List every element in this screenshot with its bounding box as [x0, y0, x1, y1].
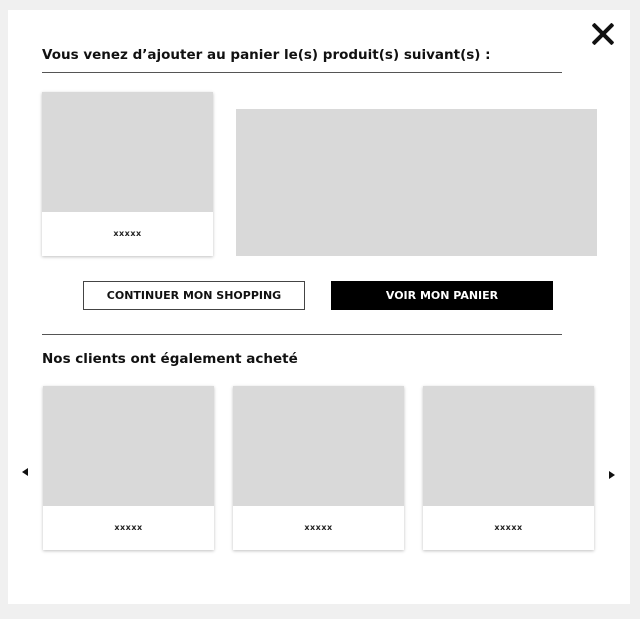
- product-image: [42, 92, 213, 212]
- recommendation-card[interactable]: [423, 386, 594, 550]
- divider: [42, 72, 562, 73]
- recommendation-card[interactable]: [43, 386, 214, 550]
- view-cart-button[interactable]: VOIR MON PANIER: [331, 281, 553, 310]
- carousel-next-icon[interactable]: [609, 471, 615, 479]
- carousel-prev-icon[interactable]: [22, 468, 28, 476]
- product-image: [233, 386, 404, 506]
- product-name: xxxxx: [304, 523, 333, 532]
- product-image: [423, 386, 594, 506]
- divider: [42, 334, 562, 335]
- product-name: xxxxx: [494, 523, 523, 532]
- close-icon[interactable]: [588, 19, 618, 49]
- continue-shopping-button[interactable]: CONTINUER MON SHOPPING: [83, 281, 305, 310]
- recommendation-card[interactable]: [233, 386, 404, 550]
- product-name: xxxxx: [114, 523, 143, 532]
- product-details-placeholder: [236, 109, 597, 256]
- product-image: [43, 386, 214, 506]
- product-name: xxxxx: [113, 229, 142, 238]
- recommendations-heading: Nos clients ont également acheté: [42, 351, 298, 367]
- modal-heading: Vous venez d’ajouter au panier le(s) produit(s) suivant(s) :: [42, 47, 491, 63]
- added-product-card[interactable]: [42, 92, 213, 256]
